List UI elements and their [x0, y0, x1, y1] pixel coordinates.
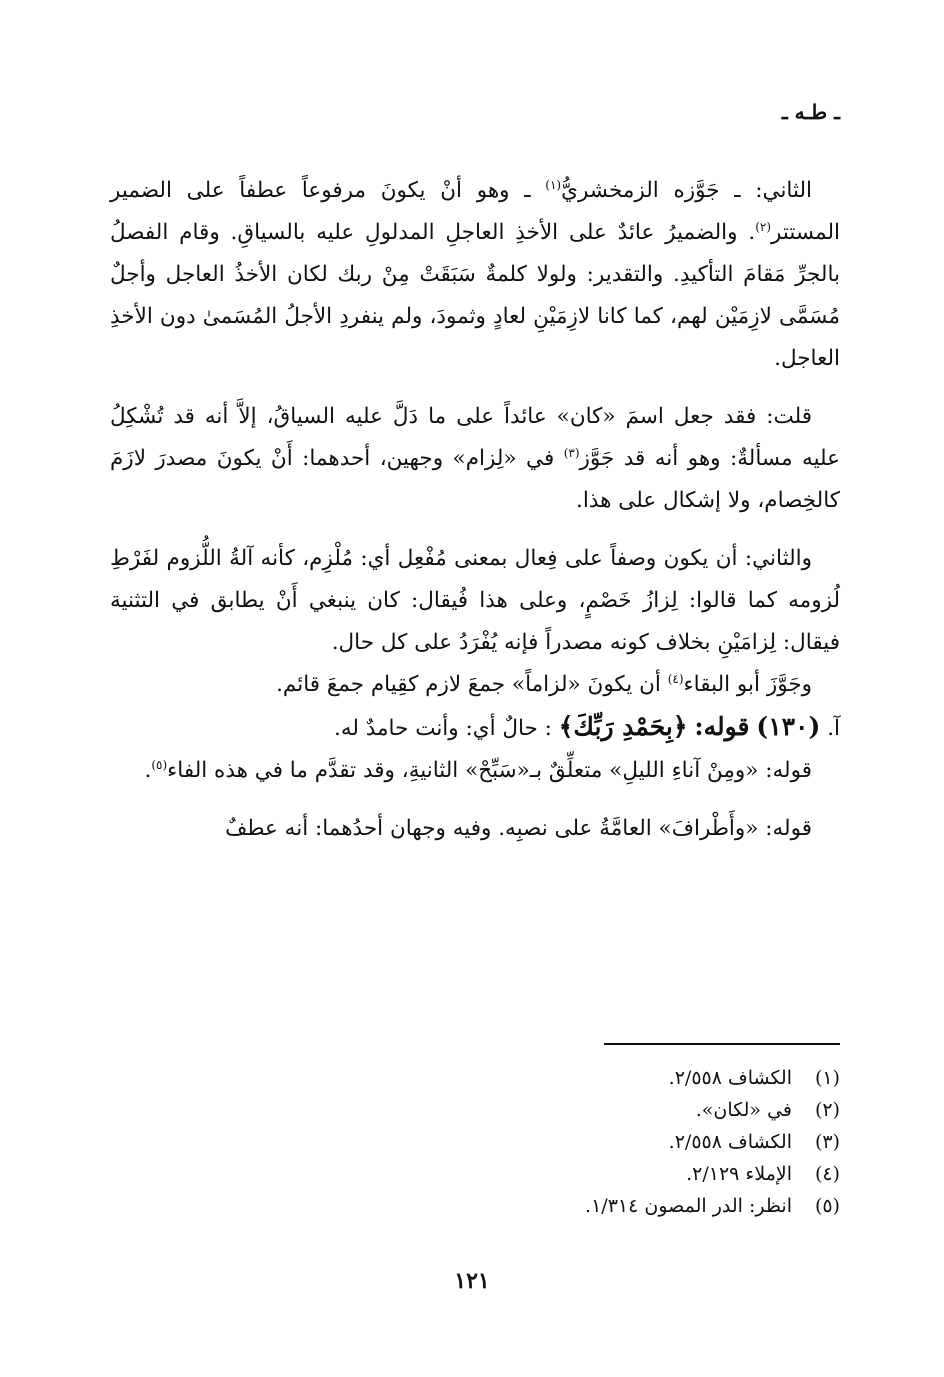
footnote-ref[interactable]: (١) — [545, 177, 562, 192]
footnote-text: الكشاف ٢/٥٥٨. — [668, 1131, 792, 1153]
footnote-item — [340, 1094, 840, 1126]
footnote-text: في «لكان». — [695, 1099, 792, 1121]
paragraph-text: والثاني: أن يكون وصفاً على فِعال بمعنى مُفْعِل أي: مُلْزِم، كأنه آلةُ اللُّزوم لفَرْطِ لُزومه كما قالوا: لِزازُ خَصْمٍ، وعلى هذا فُيقال: كان ينبغي أَنْ يطابق في التثنية فيقال: لِزامَيْنِ بخلاف كونه مصدراً فإنه يُفْرَدُ على كل حال. — [110, 546, 840, 655]
footnote-text: الكشاف ٢/٥٥٨. — [668, 1067, 792, 1089]
footnote-ref[interactable]: (٥) — [151, 757, 168, 772]
running-header: ـ طـه ـ — [781, 100, 840, 124]
paragraph-text: في «لِزام» وجهين، أحدهما: أَنْ يكونَ مصدرَ لازَمَ كالخِصام، ولا إشكال على هذا. — [110, 446, 840, 513]
paragraph-text: ـ وهو أنْ يكونَ مرفوعاً عطفاً على الضمير المستتر — [110, 178, 840, 245]
footnote-item — [340, 1158, 840, 1190]
paragraph — [110, 538, 840, 664]
paragraph-text: . — [144, 758, 152, 783]
paragraph-text: . والضميرُ عائدٌ على الأخذِ العاجلِ المدلولِ عليه بالسياقِ. وقام الفصلُ بالجرِّ مَقامَ التأكيدِ. والتقدير: ولولا كلمةٌ سَبَقَتْ مِنْ ربك لكان الأخذُ العاجل وأجلٌ مُسَمَّى لازِمَيْن لهم، كما كانا لازِمَيْنِ لعادٍ وثمودَ، ولم ينفردِ الأجلُ المُسَمىٰ دون الأخذِ العاجل. — [110, 220, 840, 371]
footnote-ref[interactable]: (٣) — [563, 445, 580, 460]
footnote-number: (٣) — [814, 1131, 840, 1153]
paragraph-text: : حالٌ أي: وأنت حامدٌ له. — [333, 716, 552, 741]
paragraph-text: قلت: فقد جعل اسمَ «كان» عائداً على ما دَلَّ عليه السياقُ، إلاَّ أنه قد تُشْكِلُ عليه مسألةٌ: وهو أنه قد جَوَّز — [110, 404, 841, 471]
footnote-text: انظر: الدر المصون ١/٣١٤. — [585, 1195, 792, 1217]
main-text — [110, 170, 840, 850]
paragraph — [110, 750, 840, 792]
footnote-item — [340, 1190, 840, 1222]
footnote-item — [340, 1062, 840, 1094]
footnote-number: (٤) — [814, 1163, 840, 1185]
footnote-item — [340, 1126, 840, 1158]
footnote-divider — [604, 1043, 840, 1045]
ayah-marker: آ. — [827, 716, 840, 741]
paragraph — [110, 808, 840, 850]
footnotes-list — [340, 1062, 840, 1222]
page-number: ١٢١ — [454, 1268, 490, 1294]
paragraph-text: الثاني: ـ جَوَّزه الزمخشريُّ — [561, 178, 812, 203]
footnote-ref[interactable]: (٤) — [667, 671, 684, 686]
ayah-entry — [110, 706, 840, 750]
qawluh-label: قوله: — [694, 712, 750, 741]
paragraph — [110, 170, 840, 380]
footnote-ref[interactable]: (٢) — [755, 219, 772, 234]
footnote-number: (٢) — [814, 1099, 840, 1121]
footnote-number: (١) — [814, 1067, 840, 1089]
footnote-text: الإملاء ٢/١٢٩. — [686, 1163, 792, 1185]
paragraph-text: أن يكونَ «لزاماً» جمعَ لازم كقِيام جمعَ قائم. — [276, 672, 668, 697]
ayah-number: (١٣٠) — [756, 712, 821, 741]
paragraph-text: قوله: «وأَطْرافَ» العامَّةُ على نصبِه. وفيه وجهان أحدُهما: أنه عطفٌ — [225, 816, 812, 841]
quran-quote: ﴿بِحَمْدِ رَبِّكَ﴾ — [558, 712, 688, 741]
paragraph — [110, 664, 840, 706]
paragraph — [110, 396, 840, 522]
paragraph-text: قوله: «ومِنْ آناءِ الليلِ» متعلِّقٌ بـ«سَبِّحْ» الثانيةِ، وقد تقدَّم ما في هذه الفاء — [167, 758, 812, 783]
paragraph-text: وجَوَّزَ أبو البقاء — [683, 672, 812, 697]
footnote-number: (٥) — [814, 1195, 840, 1217]
